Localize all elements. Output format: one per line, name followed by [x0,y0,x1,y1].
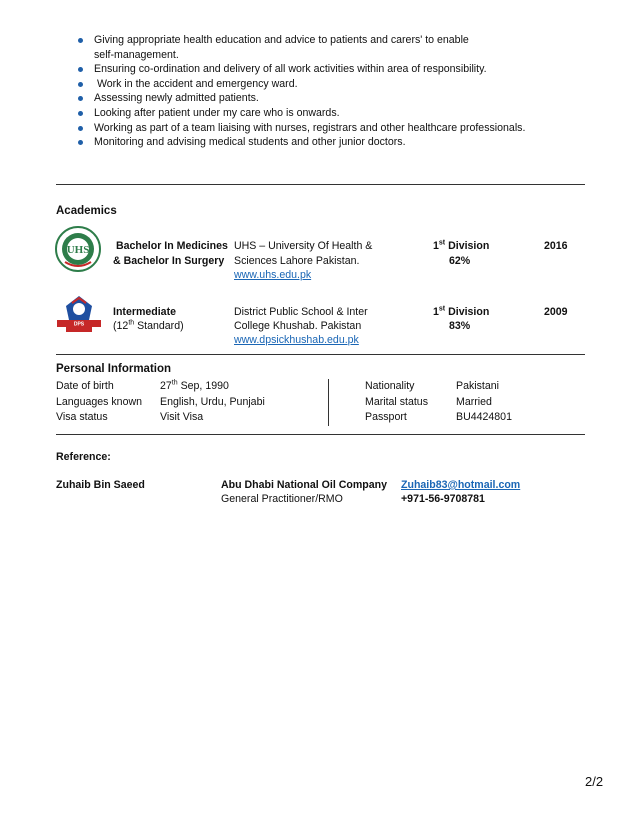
svg-text:DPS: DPS [73,321,85,328]
duty-text: Looking after patient under my care who is onwards. [94,106,340,119]
reference-email-link[interactable]: Zuhaib83@hotmail.com [401,479,521,491]
institution-name: College Khushab. Pakistan [234,320,362,332]
duty-text: Ensuring co-ordination and delivery of all work activities within area of responsibility. [94,63,487,76]
languages-label: Languages known [56,396,142,408]
list-item [56,77,576,92]
bullet-icon [78,82,83,87]
institution-name: Sciences Lahore Pakistan. [234,255,360,267]
passport-value: BU4424801 [456,411,512,423]
institution-link[interactable]: www.dpsickhushab.edu.pk [234,334,359,346]
percentage: 62% [449,255,471,267]
reference-phone: +971-56-9708781 [401,493,485,505]
degree-title: Bachelor In Medicines [116,240,228,252]
column-divider [328,379,329,426]
dob-label: Date of birth [56,380,114,392]
uhs-logo [55,226,101,272]
marital-label: Marital status [365,396,428,408]
degree-title: & Bachelor In Surgery [113,255,225,267]
visa-value: Visit Visa [160,411,204,423]
division: 1st Division [433,239,490,252]
duty-text: self-management. [94,48,179,61]
duty-text: Working as part of a team liaising with nurses, registrars and other healthcare professionals. [94,121,526,134]
marital-value: Married [456,396,492,408]
svg-text:UHS: UHS [66,244,90,256]
nationality-value: Pakistani [456,380,499,392]
percentage: 83% [449,320,471,332]
duty-text: Work in the accident and emergency ward. [94,77,298,90]
academics-heading: Academics [56,205,117,217]
year: 2016 [544,240,568,252]
degree-subtitle: (12th Standard) [113,319,184,332]
bullet-icon [78,111,83,116]
institution-name: District Public School & Inter [234,306,368,318]
languages-value: English, Urdu, Punjabi [160,396,265,408]
list-item [56,135,576,150]
nationality-label: Nationality [365,380,415,392]
bullet-icon [78,140,83,145]
reference-company: Abu Dhabi National Oil Company [221,479,387,491]
passport-label: Passport [365,411,407,423]
bullet-icon [78,67,83,72]
division: 1st Division [433,305,490,318]
list-item [56,62,576,77]
degree-title: Intermediate [113,306,176,318]
bullet-icon [78,126,83,131]
institution-name: UHS – University Of Health & [234,240,373,252]
reference-name: Zuhaib Bin Saeed [56,479,145,491]
dps-logo [56,294,102,336]
list-item [56,91,576,106]
list-item [56,106,576,121]
personal-info-heading: Personal Information [56,363,172,375]
reference-role: General Practitioner/RMO [221,493,343,505]
duty-text: Giving appropriate health education and advice to patients and carers' to enable [94,34,469,46]
dob-value: 27th Sep, 1990 [160,379,229,392]
section-divider [56,354,585,355]
duty-text: Monitoring and advising medical students and other junior doctors. [94,136,406,149]
list-item [56,33,576,62]
list-item [56,121,576,136]
institution-link[interactable]: www.uhs.edu.pk [234,269,312,281]
visa-label: Visa status [56,411,108,423]
duty-text: Assessing newly admitted patients. [94,92,259,105]
bullet-icon [78,38,83,43]
year: 2009 [544,306,568,318]
bullet-icon [78,96,83,101]
section-divider [56,434,585,435]
reference-heading: Reference: [56,451,111,463]
duties-list [56,33,576,150]
page-number: 2/2 [585,774,604,789]
section-divider [56,184,585,185]
